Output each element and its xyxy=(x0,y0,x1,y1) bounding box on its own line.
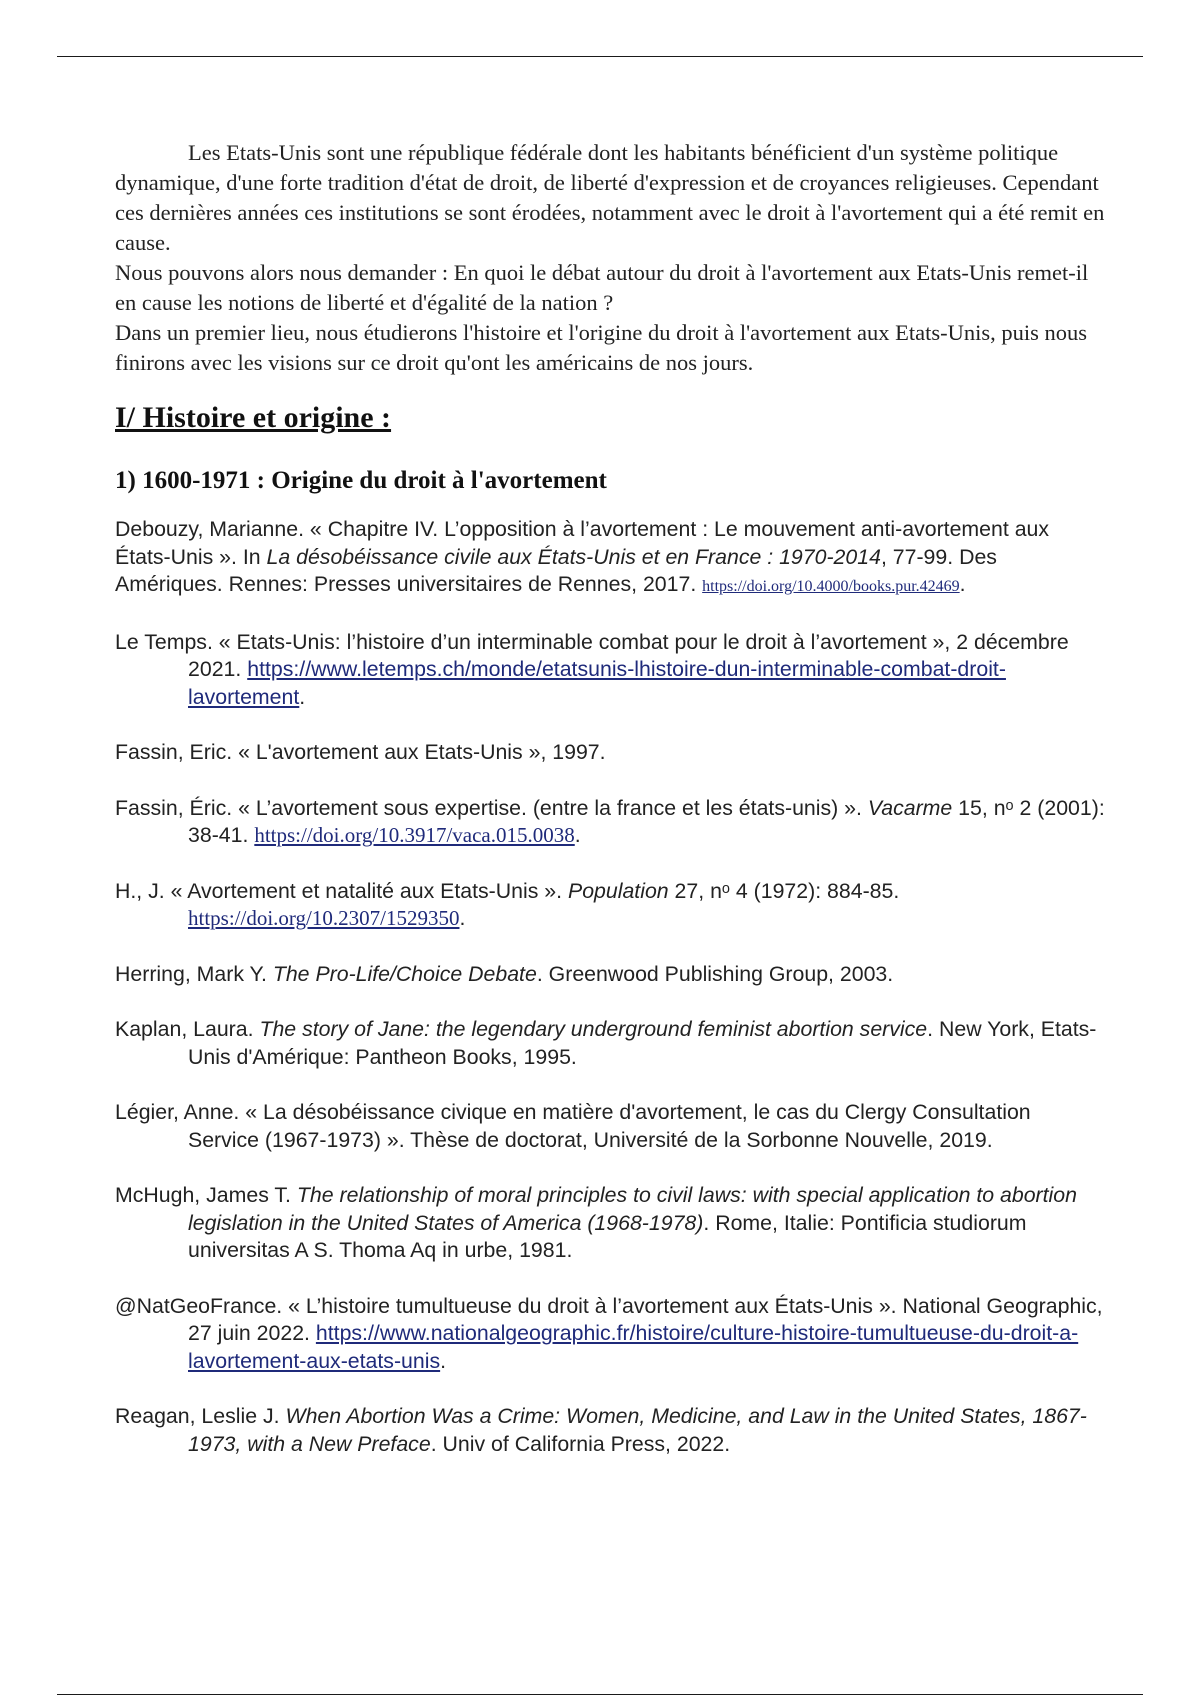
reference-text: . xyxy=(459,906,466,930)
reference-text: Debouzy, Marianne. « Chapitre IV. L’opposition à l’avortement : Le mouvement anti-avortement aux États-Unis ». In xyxy=(115,517,1050,569)
reference-text: . Univ of California Press, 2022. xyxy=(430,1431,731,1456)
reference-text: . Greenwood Publishing Group, 2003. xyxy=(536,961,894,986)
reference-link[interactable]: https://doi.org/10.2307/1529350 xyxy=(188,906,460,930)
reference-text: Herring, Mark Y. xyxy=(115,961,273,986)
subsection-title: 1) 1600-1971 : Origine du droit à l'avortement xyxy=(115,467,607,494)
reference-text: . xyxy=(299,684,306,709)
reference-text: . xyxy=(574,823,581,847)
reference-entry xyxy=(115,1403,1105,1458)
reference-title: Population xyxy=(567,878,669,903)
reference-title: The relationship of moral principles to civil laws: with special application to abortion legislation in the United States of America (1968-1978) xyxy=(188,1183,1077,1235)
bottom-rule xyxy=(57,1694,1143,1695)
reference-text: Kaplan, Laura. xyxy=(115,1017,260,1041)
reference-text: @NatGeoFrance. « L’histoire tumultueuse du droit à l’avortement aux États-Unis ». National Geographic, 27 juin 2022. xyxy=(115,1293,1103,1345)
reference-entry xyxy=(115,516,1105,601)
reference-text: , 77-99. Des Amériques. Rennes: Presses universitaires de Rennes, 2017. xyxy=(115,544,997,596)
reference-link[interactable]: https://doi.org/10.3917/vaca.015.0038 xyxy=(254,823,575,847)
reference-entry xyxy=(115,1293,1105,1376)
reference-entry xyxy=(115,739,1105,767)
reference-link[interactable]: https://www.nationalgeographic.fr/histoire/culture-histoire-tumultueuse-du-droit-a-lavortement-aux-etats-unis xyxy=(188,1321,1079,1373)
document-body xyxy=(115,138,1105,1486)
reference-entry xyxy=(115,629,1105,712)
intro-paragraph-3: Dans un premier lieu, nous étudierons l'histoire et l'origine du droit à l'avortement aux Etats-Unis, puis nous finirons avec les visions sur ce droit qu'ont les américains de nos jours. xyxy=(115,320,1087,375)
reference-text: Fassin, Eric. « L'avortement aux Etats-Unis », 1997. xyxy=(115,740,606,764)
reference-title: The story of Jane: the legendary underground feminist abortion service xyxy=(259,1017,928,1041)
reference-title: La désobéissance civile aux États-Unis et en France : 1970-2014 xyxy=(266,544,881,569)
reference-title: The Pro-Life/Choice Debate xyxy=(272,961,537,986)
reference-text: . Rome, Italie: Pontificia studiorum universitas A S. Thoma Aq in urbe, 1981. xyxy=(188,1210,1027,1262)
intro-paragraph-2: Nous pouvons alors nous demander : En quoi le débat autour du droit à l'avortement aux Etats-Unis remet-il en cause les notions de liberté et d'égalité de la nation ? xyxy=(115,260,1089,315)
reference-text: Le Temps. « Etats-Unis: l’histoire d’un interminable combat pour le droit à l’avortement », 2 décembre 2021. xyxy=(115,629,1069,681)
reference-text: . xyxy=(959,572,966,596)
bibliography xyxy=(115,516,1105,1458)
reference-text: McHugh, James T. xyxy=(115,1183,297,1207)
reference-title: Vacarme xyxy=(867,795,953,820)
reference-text: Reagan, Leslie J. xyxy=(115,1404,286,1428)
section-title: I/ Histoire et origine : xyxy=(115,401,392,434)
reference-text: . xyxy=(440,1348,447,1373)
intro-paragraph-1: Les Etats-Unis sont une république fédérale dont les habitants bénéficient d'un système politique dynamique, d'une forte tradition d'état de droit, de liberté d'expression et de croyances religieuses. Cependant ces dernières années ces institutions se sont érodées, notamment avec le droit à l'avortement qui a été remit en cause. xyxy=(115,140,1105,255)
reference-link[interactable]: https://www.letemps.ch/monde/etatsunis-lhistoire-dun-interminable-combat-droit-lavortement xyxy=(188,657,1006,709)
reference-text: Légier, Anne. « La désobéissance civique en matière d'avortement, le cas du Clergy Consultation Service (1967-1973) ». Thèse de doctorat, Université de la Sorbonne Nouvelle, 2019. xyxy=(115,1100,1031,1152)
reference-text: . New York, Etats-Unis d'Amérique: Pantheon Books, 1995. xyxy=(188,1017,1097,1069)
reference-text: 27, nᵒ 4 (1972): 884-85. xyxy=(668,878,900,903)
reference-entry xyxy=(115,878,1105,933)
reference-text: H., J. « Avortement et natalité aux Etats-Unis ». xyxy=(115,878,568,903)
reference-entry xyxy=(115,961,1105,989)
reference-text: 15, nᵒ 2 (2001): 38-41. xyxy=(188,795,1105,847)
reference-entry xyxy=(115,1099,1105,1154)
reference-entry xyxy=(115,795,1105,850)
top-rule xyxy=(57,56,1143,57)
introduction xyxy=(115,138,1105,378)
reference-entry xyxy=(115,1016,1105,1071)
reference-text: Fassin, Éric. « L’avortement sous expertise. (entre la france et les états-unis) ». xyxy=(115,795,868,820)
reference-link[interactable]: https://doi.org/10.4000/books.pur.42469 xyxy=(702,578,960,595)
reference-title: When Abortion Was a Crime: Women, Medicine, and Law in the United States, 1867-1973, with a New Preface xyxy=(188,1404,1087,1456)
reference-entry xyxy=(115,1182,1105,1265)
